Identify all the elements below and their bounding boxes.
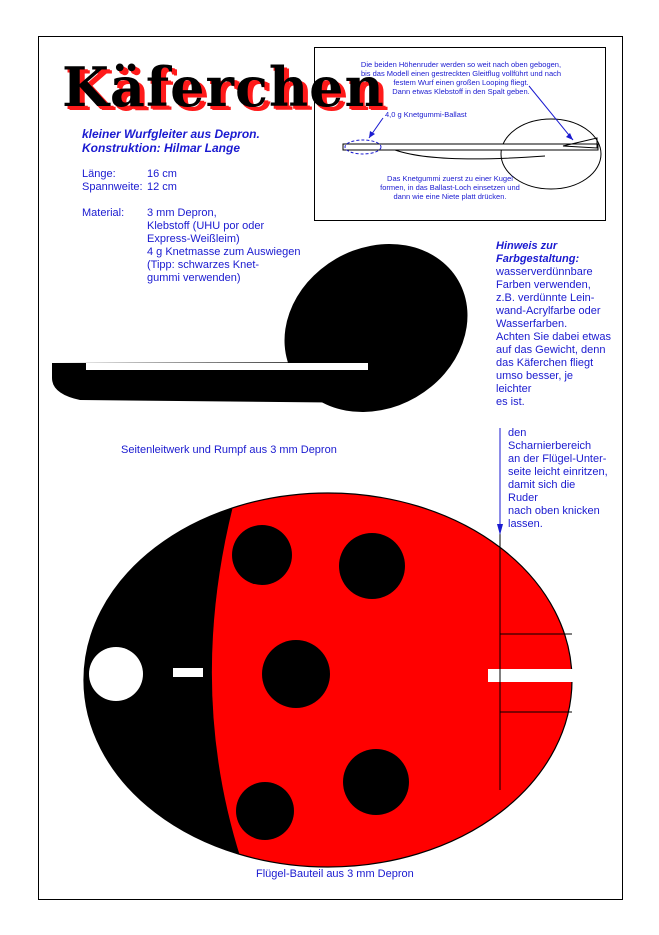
instruction-line: dann wie eine Niete platt drücken.: [393, 192, 507, 201]
spot: [232, 525, 292, 585]
instruction-line: festem Wurf einen großen Looping fliegt.: [393, 78, 529, 87]
instruction-line: Die beiden Höhenruder werden so weit nach oben gebogen,: [360, 60, 562, 69]
hint-heading-2: Farbgestaltung:: [496, 253, 580, 265]
wing-hole: [89, 647, 143, 701]
length-label: Länge:: [82, 168, 116, 180]
hint-line: Wasserfarben.: [496, 318, 568, 330]
material-line: 3 mm Depron,: [147, 207, 217, 219]
hinge-line: nach oben knicken: [508, 505, 600, 517]
wing-part: [84, 480, 600, 880]
material-line: Express-Weißleim): [147, 233, 240, 245]
instruction-line: Das Knetgummi zuerst zu einer Kugel: [387, 174, 513, 183]
hint-line: es ist.: [496, 396, 525, 408]
spot: [339, 533, 405, 599]
hint-line: das Käferchen fliegt: [496, 357, 594, 369]
subtitle-line-2: Konstruktion: Hilmar Lange: [82, 141, 241, 155]
hinge-line: lassen.: [508, 518, 543, 530]
page-title: Käferchen: [62, 55, 385, 119]
fuselage-caption: Seitenleitwerk und Rumpf aus 3 mm Depron: [121, 444, 337, 456]
subtitle-line-1: kleiner Wurfgleiter aus Depron.: [82, 127, 260, 141]
ballast-label: 4,0 g Knetgummi-Ballast: [385, 110, 467, 119]
hinge-line: seite leicht einritzen,: [508, 466, 608, 478]
spot: [343, 749, 409, 815]
fuselage-slot: [173, 668, 203, 677]
instruction-line: bis das Modell einen gestreckten Gleitflug vollführt und nach: [360, 69, 562, 78]
hint-heading-1: Hinweis zur: [496, 240, 558, 252]
hint-line: wand-Acrylfarbe oder: [496, 305, 601, 317]
material-line: (Tipp: schwarzes Knet-: [147, 259, 260, 271]
material-line: Klebstoff (UHU por oder: [147, 220, 265, 232]
spot: [236, 782, 294, 840]
hint-line: Achten Sie dabei etwas: [496, 331, 611, 343]
span-label: Spannweite:: [82, 181, 143, 193]
spot: [262, 640, 330, 708]
hinge-line: an der Flügel-Unter-: [508, 453, 607, 465]
hint-line: umso besser, je leichter: [496, 370, 574, 395]
material-label: Material:: [82, 207, 125, 219]
instruction-line: formen, in das Ballast-Loch einsetzen und: [380, 183, 520, 192]
hint-line: wasserverdünnbare: [496, 266, 593, 278]
rear-slot: [488, 669, 574, 682]
wing-caption: Flügel-Bauteil aus 3 mm Depron: [256, 868, 414, 880]
hinge-line: damit sich die Ruder: [508, 479, 576, 504]
arrow-head: [497, 524, 503, 535]
span-value: 12 cm: [147, 181, 177, 193]
material-line: 4 g Knetmasse zum Auswiegen: [147, 246, 301, 258]
material-line: gummi verwenden): [147, 272, 241, 284]
hinge-line: den Scharnierbereich: [508, 427, 592, 452]
hint-line: auf das Gewicht, denn: [496, 344, 606, 356]
wing-slot: [86, 363, 368, 370]
length-value: 16 cm: [147, 168, 177, 180]
hint-line: z.B. verdünnte Lein-: [496, 292, 595, 304]
fuselage-part: [52, 211, 498, 445]
instruction-line: Dann etwas Klebstoff in den Spalt geben.: [392, 87, 530, 96]
hint-line: Farben verwenden,: [496, 279, 591, 291]
